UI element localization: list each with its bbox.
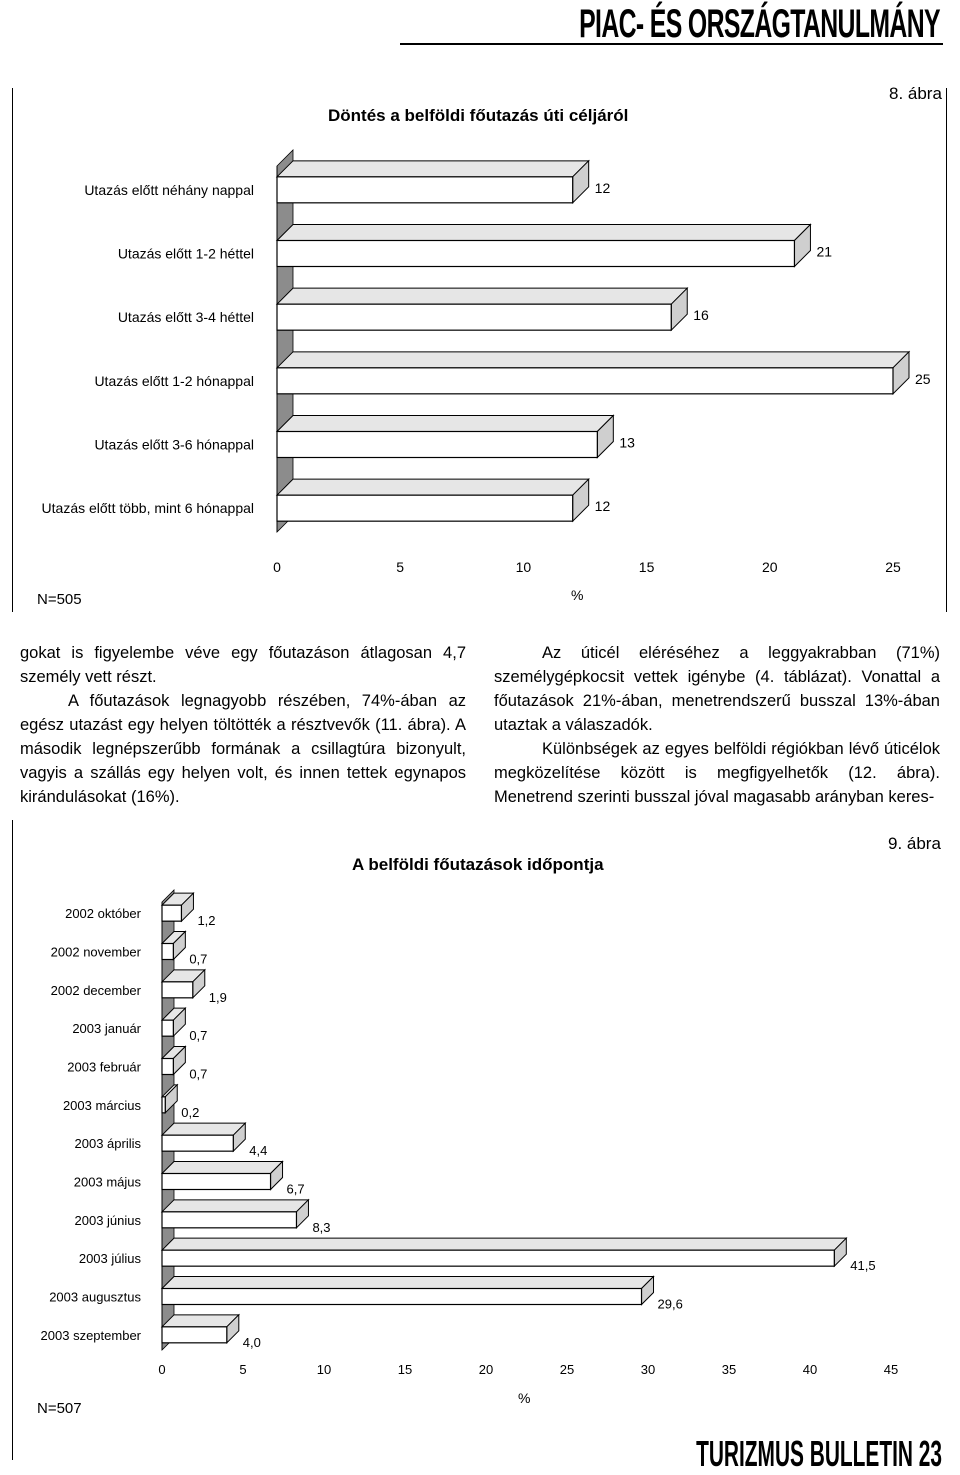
bar-value-label: 4,4 xyxy=(249,1143,268,1159)
category-label: Utazás előtt 3-6 hónappal xyxy=(94,436,254,453)
bar xyxy=(277,495,573,521)
x-tick-label: 45 xyxy=(883,1362,899,1377)
bar-top-face xyxy=(162,1277,654,1289)
figure-1-chart xyxy=(0,0,960,620)
paragraph: Az úticél eléréséhez a leggyakrabban (71%) személygépkocsit vettek igénybe (4. táblázat). Vonattal a főutazások 21%-ában, menetrendszerű busszal 13%-ában utaztak a válaszadók. xyxy=(494,644,940,734)
bar-value-label: 8,3 xyxy=(312,1219,331,1235)
x-tick-label: 15 xyxy=(638,559,655,575)
bar-value-label: 0,7 xyxy=(189,1066,208,1082)
bar-value-label: 16 xyxy=(693,307,709,324)
bar xyxy=(162,1097,165,1113)
x-tick-label: 25 xyxy=(885,559,901,575)
bar-top-face xyxy=(277,416,613,432)
bar xyxy=(162,1135,233,1151)
x-tick-label: 10 xyxy=(515,559,532,575)
bar-value-label: 1,9 xyxy=(208,989,227,1005)
x-tick-label: 10 xyxy=(316,1362,332,1377)
bar-top-face xyxy=(162,1200,308,1212)
figure-1-title: Döntés a belföldi főutazás úti céljáról xyxy=(328,106,629,125)
bar-top-face xyxy=(277,352,909,368)
category-label: 2003 március xyxy=(62,1097,141,1113)
bar-top-face xyxy=(162,1238,846,1250)
x-tick-label: 35 xyxy=(721,1362,737,1377)
figure-2-chart xyxy=(0,860,960,1420)
category-label: 2003 augusztus xyxy=(49,1289,141,1305)
bar xyxy=(277,241,794,267)
paragraph: gokat is figyelembe véve egy főutazáson átlagosan 4,7 személy vett részt. xyxy=(20,644,466,686)
paragraph: A főutazások legnagyobb részében, 74%-ában az egész utazást egy helyen töltötték a résztvevők (11. ábra). A második legnépszerűbb formának a csillagtúra bizonyult, vagyis a szállás egy helyen volt, és innen tettek egynapos kirándulásokat (16%). xyxy=(20,692,466,806)
category-label: 2002 december xyxy=(50,982,141,998)
bar-value-label: 0,7 xyxy=(189,1028,208,1044)
publication-title: TURIZMUS BULLETIN 23 xyxy=(696,1433,942,1474)
bar xyxy=(162,1059,173,1075)
bar-value-label: 13 xyxy=(619,434,635,451)
bar xyxy=(277,368,893,394)
bar xyxy=(162,1174,271,1190)
category-label: 2003 január xyxy=(72,1021,141,1037)
bar-top-face xyxy=(162,1162,283,1174)
bar-top-face xyxy=(162,1315,239,1327)
x-tick-label: 15 xyxy=(397,1362,413,1377)
category-label: Utazás előtt 1-2 héttel xyxy=(117,245,254,262)
bar-value-label: 25 xyxy=(915,370,931,387)
category-label: Utazás előtt néhány nappal xyxy=(84,181,254,198)
text-column-left xyxy=(20,641,466,809)
bar xyxy=(162,944,173,960)
bar-value-label: 12 xyxy=(594,498,611,515)
category-label: Utazás előtt 1-2 hónappal xyxy=(94,372,254,389)
category-label: 2003 február xyxy=(67,1059,141,1075)
bar-value-label: 6,7 xyxy=(286,1181,305,1197)
paragraph: Különbségek az egyes belföldi régiókban lévő úticélok megközelítése között is megfigyelhetők (12. ábra). Menetrend szerinti busszal jóval magasabb arányban keres- xyxy=(494,740,940,806)
category-label: Utazás előtt 3-4 héttel xyxy=(117,309,254,326)
bar xyxy=(162,982,193,998)
figure-1-number: 8. ábra xyxy=(889,84,942,103)
category-label: 2003 április xyxy=(74,1136,141,1152)
publication-section-title: PIAC- ÉS ORSZÁGTANULMÁNY xyxy=(579,2,940,46)
bar-value-label: 0,7 xyxy=(189,951,208,967)
figure-2-number: 9. ábra xyxy=(888,834,941,853)
figure-2-title: A belföldi főutazások időpontja xyxy=(352,855,604,874)
bar-top-face xyxy=(277,479,589,495)
figure-1-x-axis-title: % xyxy=(571,587,584,603)
category-label: 2003 szeptember xyxy=(40,1327,141,1343)
chart-wall xyxy=(277,150,293,532)
category-label: Utazás előtt több, mint 6 hónappal xyxy=(41,500,254,517)
bar-top-face xyxy=(277,161,589,177)
bar xyxy=(162,1327,227,1343)
text-column-right xyxy=(494,641,940,809)
figure-1-sample-size: N=505 xyxy=(37,591,82,608)
x-tick-label: 0 xyxy=(273,559,281,575)
bar xyxy=(162,1212,296,1228)
bar-top-face xyxy=(277,225,810,241)
x-tick-label: 40 xyxy=(802,1362,818,1377)
bar-value-label: 29,6 xyxy=(657,1296,683,1312)
bar-value-label: 21 xyxy=(816,243,833,260)
bar xyxy=(162,905,181,921)
category-label: 2003 július xyxy=(78,1251,141,1267)
bar xyxy=(162,1020,173,1036)
bar-value-label: 12 xyxy=(594,179,611,196)
figure-2-x-axis-title: % xyxy=(518,1390,531,1406)
bar xyxy=(277,177,573,203)
category-label: 2003 május xyxy=(73,1174,141,1190)
x-tick-label: 30 xyxy=(640,1362,656,1377)
category-label: 2003 június xyxy=(74,1212,141,1228)
bar xyxy=(162,1250,834,1266)
x-tick-label: 5 xyxy=(396,559,405,575)
figure-2-sample-size: N=507 xyxy=(37,1400,82,1417)
bar-top-face xyxy=(277,288,687,304)
x-tick-label: 20 xyxy=(762,559,778,575)
category-label: 2002 október xyxy=(65,906,141,922)
bar xyxy=(277,304,671,330)
x-tick-label: 20 xyxy=(478,1362,494,1377)
bar-value-label: 1,2 xyxy=(197,913,216,929)
bar-value-label: 4,0 xyxy=(242,1334,261,1350)
category-label: 2002 november xyxy=(50,944,141,960)
x-tick-label: 0 xyxy=(158,1362,166,1377)
bar xyxy=(162,1289,642,1305)
bar-value-label: 41,5 xyxy=(850,1258,876,1274)
x-tick-label: 25 xyxy=(559,1362,575,1377)
bar-top-face xyxy=(162,1123,245,1135)
bar-value-label: 0,2 xyxy=(181,1104,200,1120)
x-tick-label: 5 xyxy=(239,1362,247,1377)
bar xyxy=(277,432,597,458)
